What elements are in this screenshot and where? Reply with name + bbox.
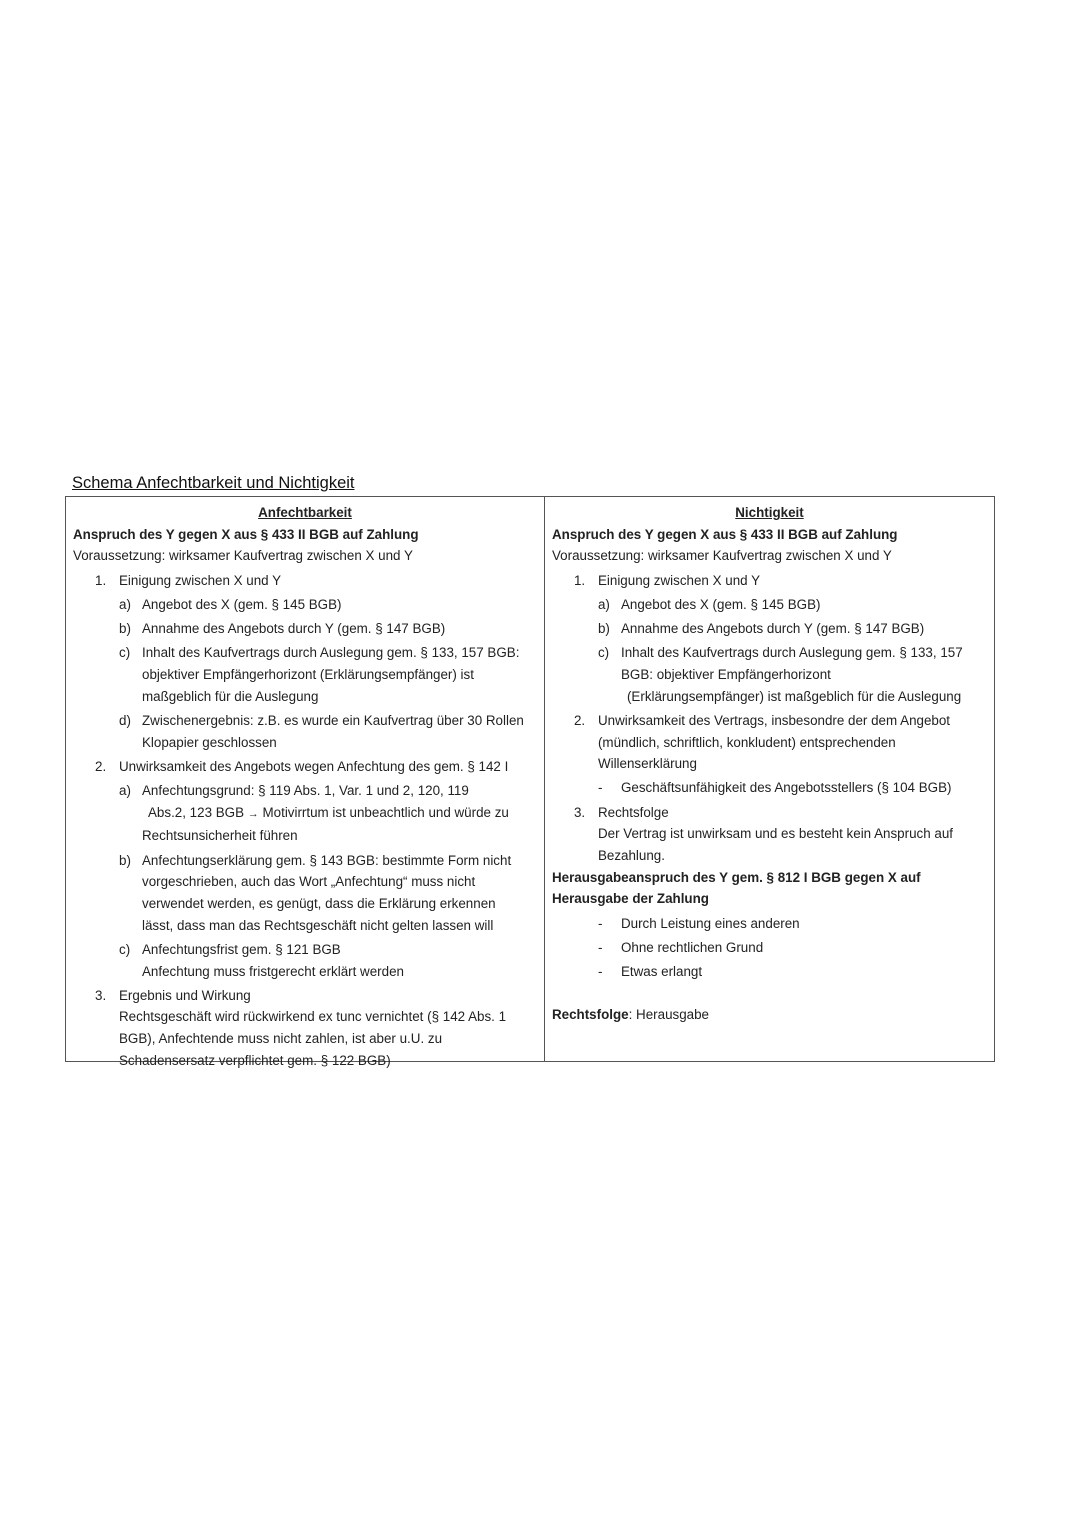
list-text: Rechtsfolge [597,804,669,820]
claim-heading: Anspruch des Y gegen X aus § 433 II BGB auf Zahlung [73,526,419,542]
claim-heading: Anspruch des Y gegen X aus § 433 II BGB auf Zahlung [551,526,898,542]
sub-text: lässt, dass man das Rechtsgeschäft nicht gelten lassen will [142,917,494,933]
result-line [552,1004,987,1026]
sub-text: vorgeschrieben, auch das Wort „Anfechtung“ muss nicht [142,874,476,890]
column-heading: Anfechtbarkeit [258,505,352,520]
sub-item [552,594,987,616]
sub-marker: a) [119,596,131,612]
sub-text: BGB: objektiver Empfängerhorizont [620,666,831,682]
sub-text: maßgeblich für die Auslegung [142,688,319,704]
list-item [552,570,987,592]
page-title: Schema Anfechtbarkeit und Nichtigkeit [72,474,355,492]
sub-text: verwendet werden, es genügt, dass die Erklärung erkennen [142,895,496,911]
list-text: Schadensersatz verpflichtet gem. § 122 BGB) [119,1052,391,1068]
dash-marker: - [597,939,603,955]
sub-marker: b) [119,852,131,868]
claim-heading-2: Herausgabeanspruch des Y gem. § 812 I BGB gegen X auf [551,869,921,885]
sub-item [73,642,537,707]
sub-item [73,939,537,982]
list-text: Unwirksamkeit des Vertrags, insbesondre der dem Angebot [597,712,951,728]
list-text: Ergebnis und Wirkung [119,987,251,1003]
sub-marker: a) [597,596,610,612]
dash-item [552,777,987,799]
sub-text: Angebot des X (gem. § 145 BGB) [142,596,342,612]
list-item [73,985,537,1072]
dash-marker: - [597,780,603,796]
list-text: Einigung zwischen X und Y [597,572,761,588]
result-text: : Herausgabe [628,1006,710,1022]
list-item [552,710,987,775]
claim-heading-2: Herausgabe der Zahlung [551,891,709,907]
sub-text: Inhalt des Kaufvertrags durch Auslegung gem. § 133, 157 [620,645,963,661]
sub-item [73,710,537,753]
sub-text: Annahme des Angebots durch Y (gem. § 147 BGB) [142,621,446,637]
sub-marker: a) [119,782,131,798]
premise-text: Voraussetzung: wirksamer Kaufvertrag zwischen X und Y [73,548,413,564]
dash-item [552,961,987,983]
sub-marker: b) [597,621,610,637]
sub-text: Rechtsunsicherheit führen [142,828,298,844]
list-number: 3. [573,804,586,820]
sub-marker: c) [119,941,131,957]
dash-text: Etwas erlangt [620,964,703,980]
dash-text: Ohne rechtlichen Grund [620,939,764,955]
sub-text: Angebot des X (gem. § 145 BGB) [620,596,821,612]
list-text: (mündlich, schriftlich, konkludent) entsprechenden [597,734,896,750]
result-label: Rechtsfolge [551,1006,629,1022]
list-item [73,756,537,778]
list-number: 1. [95,572,107,588]
dash-marker: - [597,915,603,931]
dash-marker: - [597,964,603,980]
sub-text: Zwischenergebnis: z.B. es wurde ein Kaufvertrag über 30 Rollen [142,712,524,728]
sub-text: Klopapier geschlossen [142,734,277,750]
list-item [552,802,987,867]
sub-text: Anfechtungsgrund: § 119 Abs. 1, Var. 1 und 2, 120, 119 [142,782,469,798]
list-item [73,570,537,592]
comparison-table [65,496,995,1068]
dash-item [552,937,987,959]
list-text: Rechtsgeschäft wird rückwirkend ex tunc vernichtet (§ 142 Abs. 1 [119,1009,507,1025]
sub-marker: b) [119,621,131,637]
sub-text: objektiver Empfängerhorizont (Erklärungsempfänger) ist [142,666,474,682]
sub-item [73,594,537,616]
dash-text: Durch Leistung eines anderen [620,915,800,931]
sub-item [73,618,537,640]
sub-text: Anfechtungsfrist gem. § 121 BGB [142,941,341,957]
sub-text-line [142,802,537,826]
arrow-right-icon: → [247,807,259,820]
sub-item [73,850,537,937]
sub-text: Annahme des Angebots durch Y (gem. § 147 BGB) [620,621,925,637]
dash-text: Geschäftsunfähigkeit des Angebotsstellers (§ 104 BGB) [620,780,952,796]
list-number: 2. [573,712,586,728]
list-number: 3. [95,987,107,1003]
list-text: Bezahlung. [597,848,665,864]
list-text: Unwirksamkeit des Angebots wegen Anfechtung des gem. § 142 I [119,758,509,774]
list-text: Willenserklärung [597,756,697,772]
sub-text: Motivirrtum ist unbeachtlich und würde zu [262,804,509,820]
sub-marker: c) [597,645,610,661]
dash-item [552,913,987,935]
sub-text: Inhalt des Kaufvertrags durch Auslegung gem. § 133, 157 BGB: [142,645,520,661]
list-text: Einigung zwischen X und Y [119,572,282,588]
sub-marker: c) [119,645,131,661]
sub-text: Anfechtungserklärung gem. § 143 BGB: bestimmte Form nicht [142,852,512,868]
list-text: Der Vertrag ist unwirksam und es besteht kein Anspruch auf [597,826,954,842]
column-nichtigkeit [545,497,994,1061]
column-heading: Nichtigkeit [735,505,804,520]
sub-text: Abs.2, 123 BGB [148,804,245,820]
sub-text: (Erklärungsempfänger) ist maßgeblich für die Auslegung [626,688,962,704]
list-number: 2. [95,758,107,774]
sub-item [552,642,987,707]
sub-item [552,618,987,640]
column-anfechtbarkeit [66,497,545,1068]
list-text: BGB), Anfechtende muss nicht zahlen, ist aber u.U. zu [119,1031,443,1047]
sub-item [73,780,537,847]
list-number: 1. [573,572,586,588]
sub-marker: d) [119,712,131,728]
sub-text: Anfechtung muss fristgerecht erklärt werden [142,963,404,979]
premise-text: Voraussetzung: wirksamer Kaufvertrag zwischen X und Y [551,548,892,564]
